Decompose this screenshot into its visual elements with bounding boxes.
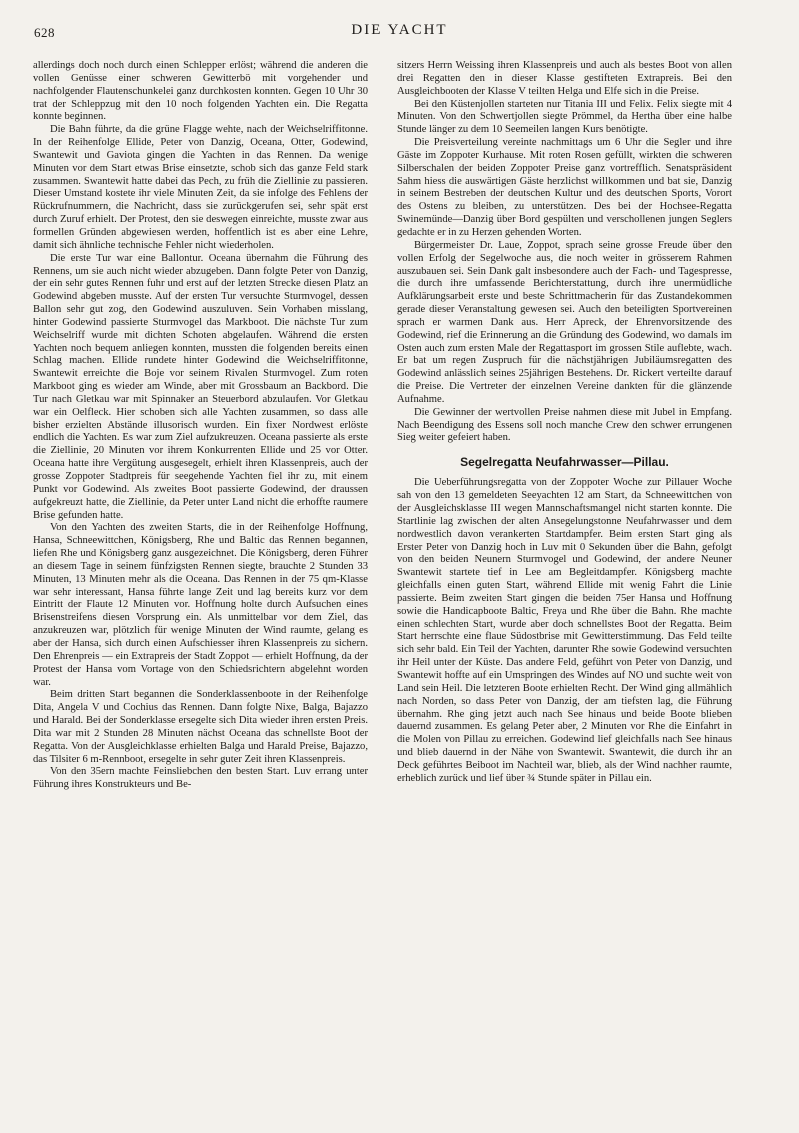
paragraph: Die Preisverteilung vereinte nachmittags um 6 Uhr die Segler und ihre Gäste im Zoppoter Kurhause. Mit roten Rosen gefüllt, wirkten die schweren Silberschalen der beiden Zoppoter Preise ganz vortrefflich. Senatspräsident Sahm hiess die auswärtigen Gäste herzlichst willkommen und bat sie, Danzig in seinem Bestreben der deutschen Kultur und des deutschen Sports, Vorort des Ostens zu bleiben, zu unterstützen. Des bei der Hochsee-Regatta Swinemünde—Danzig über Bord gespülten und verschollenen jungen Seglers gedachte er in zu Herzen gehenden Worten. — [397, 137, 732, 238]
section-heading: Segelregatta Neufahrwasser—Pillau. — [460, 455, 669, 470]
right-column — [397, 60, 732, 786]
paragraph: sitzers Herrn Weissing ihren Klassenpreis und auch als bestes Boot von allen drei Regatten den in dieser Klasse gestifteten Extrapreis. Bei den Ausgleichbooten der Klasse V teilten Helga und Elfe sich in die Preise. — [397, 60, 732, 97]
paragraph: allerdings doch noch durch einen Schlepper erlöst; während die anderen die vollen Genüsse einer schweren Gewitterbö mit vorgehender und nachfolgender Flautenschunkelei ganz durchkosten konnten. Gegen 10 Uhr 30 trat der Schleppzug mit den 10 noch folgenden Yachten ein. Die Regatta konnte beginnen. — [33, 60, 368, 123]
paragraph: Die Ueberführungsregatta von der Zoppoter Woche zur Pillauer Woche sah von den 13 gemeldeten Seeyachten 12 am Start, da Schneewittchen von der Ausgleichsklasse III wegen Mannschaftsmangel nicht starten konnte. Die Startlinie lag zwischen der alten Ansegelungstonne Neufahrwasser und dem nordwestlich davon verankerten Startdampfer. Beim ersten Start ging als Erster Peter von Danzig hoch in Luv mit 0 Sekunden über die Bahn, gefolgt von den beiden Neunern Sturmvogel und Godewind, der andere Neuner Swantewit startete tief in Lee am Begleitdampfer. Königsberg machte gleichfalls einen guten Start, während Ellide mit wenig Fahrt die Linie passierte. Beim zweiten Start gingen die beiden 75er Hansa und Hoffnung sowie die Handicapboote Baltic, Freya und Rhe über die Bahn. Rhe machte einen schlechten Start, wurde aber doch schnellstes Boot der Regatta. Beim Start herrschte eine flaue Südostbrise mit Gewitterstimmung. Das Feld teilte sich sehr bald. Ein Teil der Yachten, darunter Rhe sowie Godewind versuchten ihr Heil unter der Küste. Das andere Feld, geführt von Peter von Danzig, und Swantewit hoffte auf ein Umspringen des Windes auf NO und suchte weit von Land sein Heil. Die letzteren Boote erhielten Recht. Der Wind ging allmählich nach Norden, so dass Peter von Danzig, der am tiefsten lag, die Führung übernahm. Rhe ging jetzt auch nach See hinaus und beide Boote blieben dauernd zusammen. Es gelang Peter aber, 2 Minuten vor Rhe die Einfahrt in die Molen von Pillau zu erreichen. Godewind lief gleichfalls nach See hinaus und blieb dauernd in der Nähe von Swantewit. Swantewit, die durch ihr an Deck geführtes Beiboot im Nachteil war, blieb, als der Wind nachher raumte, erheblich zurück und lief über ¾ Stunde später in Pillau ein. — [397, 477, 732, 784]
paragraph: Von den 35ern machte Feinsliebchen den besten Start. Luv errang unter Führung ihres Konstrukteurs und Be- — [33, 766, 368, 791]
left-column — [33, 60, 368, 792]
paragraph: Die erste Tur war eine Ballontur. Oceana übernahm die Führung des Rennens, um sie auch nicht wieder abzugeben. Dann folgte Peter von Danzig, der ein sehr gutes Rennen fuhr und erst auf der letzten Strecke diesen Platz an Godewind abgeben musste. Auf der ersten Tur versuchte Sturmvogel, dessen Ballon sehr gut zog, den Godewind auszuluven. Sein Vorhaben misslang, hinter Godewind passierte Sturmvogel das Markboot. Die nächste Tur zum Weichselriff wurde mit dichten Schoten abgelaufen. Während die ersten Yachten noch bequem anliegen konnten, mussten die folgenden bereits einen Schlag machen. Ellide rundete hinter Godewind die Weichselriffitonne, Swantewit erreichte die Boje vor seinem Rivalen Sturmvogel. Zum roten Markboot ging es wieder am Winde, aber mit Grossbaum an Backbord. Die Tur nach Gletkau war mit Spinnaker an Steuerbord abzulaufen. Vor Gletkau war ein Oelfleck. Hier schoben sich alle Yachten zusammen, so dass alle bisher erzielten Abstände illusorisch wurden. Ein fixer Nordwest erlöste endlich die Yachten. Es war zum Ziel aufzukreuzen. Oceana passierte als erste die Ziellinie, 20 Minuten vor ihrem Konkurrenten Ellide und 25 vor Otter. Oceana hatte ihre Vergütung ausgesegelt, erhielt ihren Klassenpreis, auch der grosse Zoppoter Stadtpreis für seegehende Yachten fiel ihr zu, mit einem Punkt vor Godewind. Als zweites Boot passierte Godewind, der draussen aufgekreuzt hatte, die Ziellinie, da Peter unter Land nicht die erhoffte raumere Brise gefunden hatte. — [33, 252, 368, 521]
running-title: DIE YACHT — [351, 22, 448, 38]
paragraph: Bei den Küstenjollen starteten nur Titania III und Felix. Felix siegte mit 4 Minuten. Von den Schwertjollen siegte Prömmel, da Hertha über eine halbe Stunde länger zu dem 10 Seemeilen langen Kurs benötigte. — [397, 98, 732, 136]
paragraph: Bürgermeister Dr. Laue, Zoppot, sprach seine grosse Freude über den vollen Erfolg der Segelwoche aus, die noch weiter in grösserem Rahmen auszubauen sei. Sein Dank galt insbesondere auch der Fach- und Tagespresse, die durch ihre umfassende Berichterstattung, durch ihre unermüdliche Aufklärungsarbeit erste und beste Schrittmacherin für das Zustandekommen gerade dieser Veranstaltung gewesen sei. Auch den beteiligten Sportvereinen sprach er warmen Dank aus. Herr Apreck, der Ehrenvorsitzende des Godewind, rief die Erinnerung an die Gründung des Godewind, wo damals im Osten auch zum ersten Male der Regattasport im grossen Stile auflebte, wach. Er bat um regen Zuspruch für die nächstjährigen Jubiläumsregatten des Godewind anlässlich seines 25jährigen Bestehens. Dr. Rickert verteilte darauf die Preise. Die Vertreter der einzelnen Vereine dankten für die glänzende Aufnahme. — [397, 239, 732, 405]
paragraph: Beim dritten Start begannen die Sonderklassenboote in der Reihenfolge Dita, Angela V und Cochius das Rennen. Dann folgte Nixe, Balga, Bajazzo und Harald. Bei der Sonderklasse ersegelte sich Dita wieder ihren ersten Preis. Dita war mit 2 Stunden 28 Minuten nächst Oceana das schnellste Boot der Regatta. Von der Ausgleichklasse erhielten Balga und Harald Preise, Bajazzo, das Tilsiter 6 m-Rennboot, ersegelte in sehr guter Zeit ihren Klassenpreis. — [33, 689, 368, 765]
paragraph: Die Bahn führte, da die grüne Flagge wehte, nach der Weichselriffitonne. In der Reihenfolge Ellide, Peter von Danzig, Oceana, Otter, Godewind, Swantewit und Gaviota gingen die Yachten in das Rennen. Da wenige Minuten vor dem Start etwas Brise einsetzte, schob sich das ganze Feld stark zusammen. Swantewit hatte dabei das Pech, zu früh die Ziellinie zu passieren. Dieser Umstand kostete ihr viele Minuten Zeit, da sie infolge des Fehlens der Rückrufnummern, die Nachricht, dass sie zurückgerufen sei, sehr spät erst durch Zuruf erhielt. Der Protest, den sie deswegen einreichte, musste zwar aus formellen Gründen abgewiesen werden, hoffentlich ist es aber eine Lehre, damit sich ähnliche technische Fehler nicht wiederholen. — [33, 124, 368, 251]
paragraph: Von den Yachten des zweiten Starts, die in der Reihenfolge Hoffnung, Hansa, Schneewittchen, Königsberg, Rhe und Baltic das Rennen begannen, liefen Rhe und Königsberg ganz ausgezeichnet. Die Königsberg, deren Führer an diesem Tage in seinem fünfzigsten Rennen siegte, brauchte 2 Stunden 33 Minuten, 13 Minuten mehr als die Oceana. Das Rennen in der 75 qm-Klasse war sehr interessant, Hansa führte lange Zeit und lag bereits kurz vor dem Eintritt der Flaute 12 Minuten vor. Hoffnung holte durch Aufsuchen eines Brisenstreifens diesen Vorsprung ein. Als unmittelbar vor dem Ziel, das anzukreuzen war, plötzlich für wenige Minuten der Wind raumte, gelang es aber der Hansa, sich durch einen Aufschiesser ihren Klassenpreis zu sichern. Den Ehrenpreis — ein Extrapreis der Stadt Zoppot — erhielt Hoffnung, da der Protest der Hansa vom Vortage von den Schiedsrichtern abgelehnt worden war. — [33, 522, 368, 688]
page-header — [34, 22, 765, 44]
paragraph: Die Gewinner der wertvollen Preise nahmen diese mit Jubel in Empfang. Nach Beendigung des Essens soll noch manche Crew den schwer errungenen Sieg weiter gefeiert haben. — [397, 406, 732, 444]
page-number: 628 — [34, 25, 55, 40]
